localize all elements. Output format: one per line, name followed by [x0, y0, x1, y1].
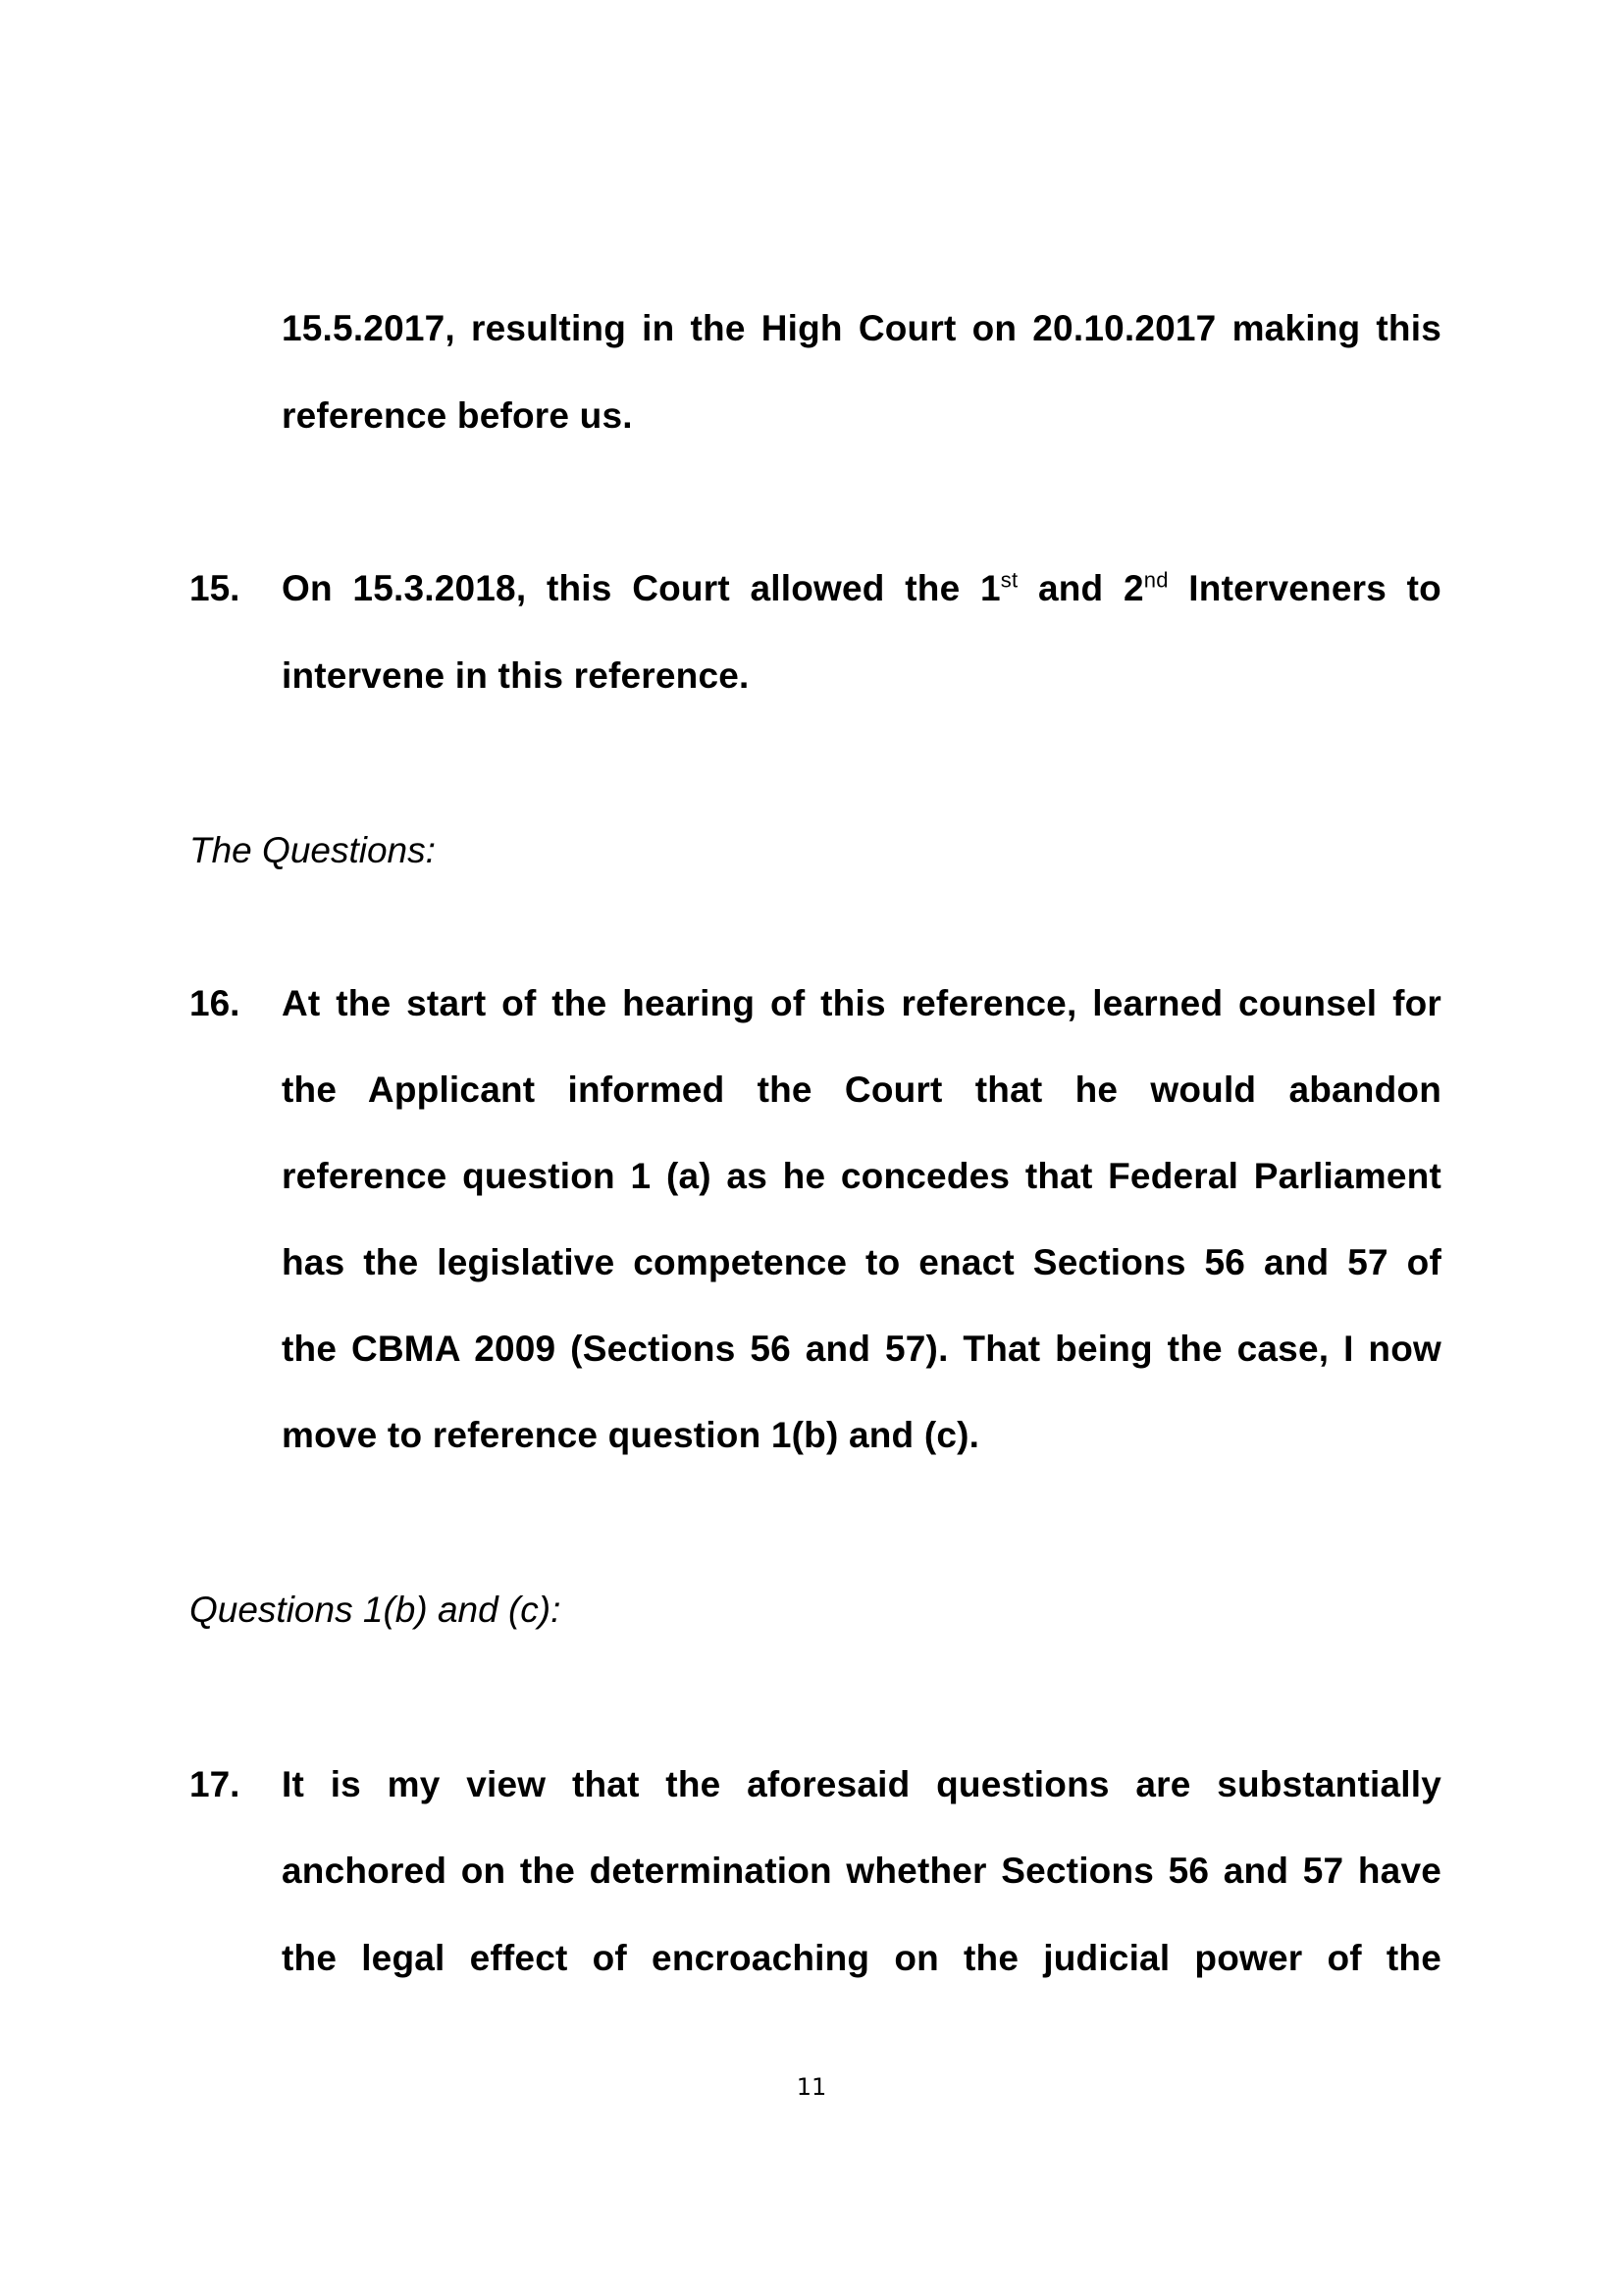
- paragraph-16-number: 16.: [189, 983, 240, 1023]
- p15-sup-nd: nd: [1143, 567, 1169, 593]
- paragraph-15-line-2: intervene in this reference.: [282, 655, 750, 696]
- page-number: 11: [796, 2073, 827, 2101]
- paragraph-14-line-1: 15.5.2017, resulting in the High Court on 20.10.2017 making this: [282, 308, 1441, 348]
- paragraph-15-number: 15.: [189, 568, 240, 608]
- paragraph-15-line-1: [282, 567, 1441, 610]
- paragraph-16-line-2: the Applicant informed the Court that he would abandon: [282, 1070, 1441, 1110]
- paragraph-16-line-5: the CBMA 2009 (Sections 56 and 57). That being the case, I now: [282, 1329, 1441, 1369]
- paragraph-17-line-1: It is my view that the aforesaid questions are substantially: [282, 1764, 1441, 1804]
- p15-text-b: and 2: [1018, 568, 1144, 608]
- section-heading-questions: The Questions:: [189, 830, 436, 870]
- paragraph-14-line-2: reference before us.: [282, 395, 633, 436]
- paragraph-16-line-3: reference question 1 (a) as he concedes that Federal Parliament: [282, 1156, 1441, 1196]
- paragraph-17-line-2: anchored on the determination whether Sections 56 and 57 have: [282, 1851, 1441, 1891]
- p15-text-a: On 15.3.2018, this Court allowed the 1: [282, 568, 1001, 608]
- section-heading-questions-1b-1c: Questions 1(b) and (c):: [189, 1590, 561, 1630]
- paragraph-17-number: 17.: [189, 1764, 240, 1804]
- p15-sup-st: st: [1000, 567, 1019, 593]
- paragraph-16-line-4: has the legislative competence to enact Sections 56 and 57 of: [282, 1242, 1441, 1282]
- paragraph-17-line-3: the legal effect of encroaching on the judicial power of the: [282, 1938, 1441, 1978]
- paragraph-16-line-1: At the start of the hearing of this reference, learned counsel for: [282, 983, 1441, 1023]
- p15-text-c: Interveners to: [1168, 568, 1441, 608]
- paragraph-16-line-6: move to reference question 1(b) and (c).: [282, 1415, 980, 1455]
